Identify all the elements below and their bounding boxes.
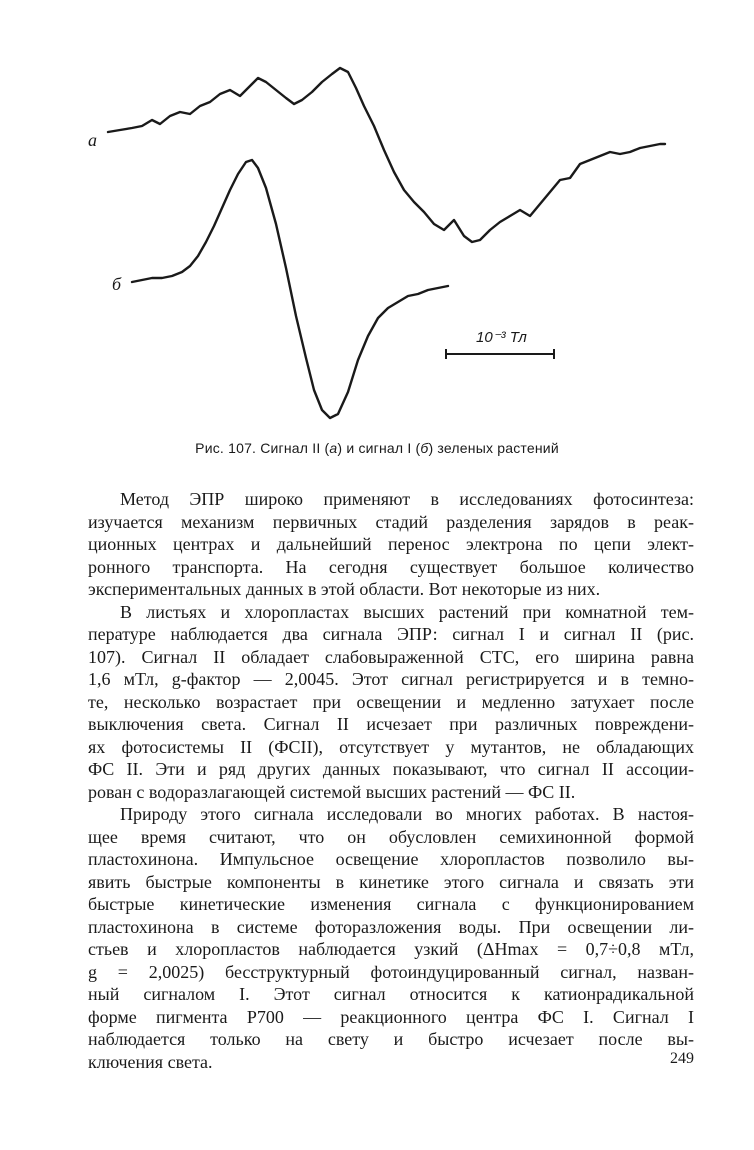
page-number: 249: [670, 1050, 694, 1067]
scale-bar: [446, 349, 554, 359]
epr-figure: [80, 60, 680, 430]
text-line: ФС II. Эти и ряд других данных показывают, что сигнал II ассоции-: [88, 759, 694, 779]
text-line: быстрые кинетические изменения сигнала с функционированием: [88, 894, 694, 914]
paragraph: [88, 488, 694, 601]
caption-prefix: Рис. 107. Сигнал II (: [195, 440, 330, 456]
curve-b-label: б: [112, 274, 122, 294]
text-line: ях фотосистемы II (ФСII), отсутствует у мутантов, не обладающих: [88, 736, 694, 757]
text-line: 107). Сигнал II обладает слабовыраженной СТС, его ширина равна: [88, 646, 694, 667]
text-line: 1,6 мТл, g-фактор — 2,0045. Этот сигнал регистрируется и в темно-: [88, 669, 694, 689]
text-line: экспериментальных данных в этой области. Вот некоторые из них.: [88, 579, 601, 599]
text-line: ронного транспорта. На сегодня существует большое количество: [88, 556, 694, 577]
body-text: [88, 488, 694, 1073]
paragraph: [88, 601, 694, 804]
text-line: щее время считают, что он обусловлен семихинонной формой: [88, 826, 694, 847]
paragraph: [88, 803, 694, 1073]
text-line: пластохинона. Импульсное освещение хлоропластов позволило вы-: [88, 849, 694, 869]
text-line: изучается механизм первичных стадий разделения зарядов в реак-: [88, 511, 694, 532]
text-line: стьев и хлоропластов наблюдается узкий (ΔHmax = 0,7÷0,8 мТл,: [88, 939, 694, 959]
text-line: явить быстрые компоненты в кинетике этого сигнала и связать эти: [88, 871, 694, 892]
curve-a-label: а: [88, 130, 97, 150]
scale-bar-label: 10⁻³ Тл: [476, 329, 527, 346]
text-line: наблюдается только на свету и быстро исчезает после вы-: [88, 1029, 694, 1049]
text-line: Метод ЭПР широко применяют в исследованиях фотосинтеза:: [120, 489, 694, 509]
figure-caption: [0, 440, 754, 456]
text-line: В листьях и хлоропластах высших растений при комнатной тем-: [120, 601, 694, 622]
text-line: пластохинона в системе фоторазложения воды. При освещении ли-: [88, 916, 694, 937]
text-line: g = 2,0025) бесструктурный фотоиндуцированный сигнал, назван-: [88, 961, 694, 982]
text-line: ключения света.: [88, 1051, 213, 1072]
signal-ii-curve: [108, 68, 665, 242]
caption-a: а: [329, 440, 338, 456]
caption-mid: ) и сигнал I (: [337, 440, 421, 456]
caption-b: б: [420, 440, 429, 456]
text-line: форме пигмента P700 — реакционного центра ФС I. Сигнал I: [88, 1006, 694, 1027]
text-line: выключения света. Сигнал II исчезает при различных повреждени-: [88, 714, 694, 734]
caption-suffix: ) зеленых растений: [428, 440, 559, 456]
epr-spectra-plot: [80, 60, 680, 430]
text-line: ный сигналом I. Этот сигнал относится к катионрадикальной: [88, 984, 694, 1004]
text-line: те, несколько возрастает при освещении и медленно затухает после: [88, 691, 694, 712]
text-line: пературе наблюдается два сигнала ЭПР: сигнал I и сигнал II (рис.: [88, 624, 694, 644]
text-line: рован с водоразлагающей системой высших растений — ФС II.: [88, 781, 576, 802]
signal-i-curve: [132, 160, 448, 418]
text-line: ционных центрах и дальнейший перенос электрона по цепи элект-: [88, 534, 694, 554]
text-line: Природу этого сигнала исследовали во многих работах. В настоя-: [120, 804, 694, 824]
